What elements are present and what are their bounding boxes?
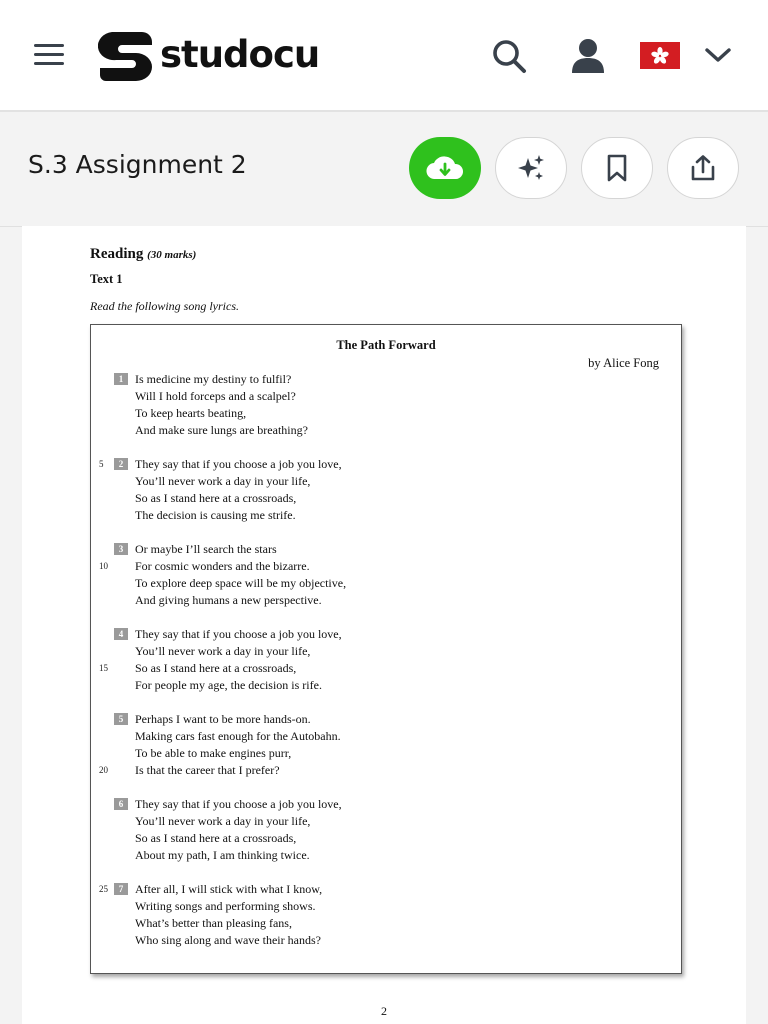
marks-label: (30 marks) bbox=[147, 249, 197, 261]
song-author: by Alice Fong bbox=[588, 356, 659, 370]
song-title: The Path Forward bbox=[336, 338, 436, 352]
share-button[interactable] bbox=[667, 137, 739, 199]
lyric-line: To be able to make engines purr, bbox=[135, 746, 292, 761]
studocu-logo-icon bbox=[98, 30, 154, 82]
verse bbox=[118, 881, 323, 949]
search-icon[interactable] bbox=[490, 37, 528, 75]
studocu-logo[interactable] bbox=[98, 30, 319, 82]
line-number: 20 bbox=[99, 765, 108, 776]
lyric-line: Writing songs and performing shows. bbox=[135, 899, 316, 914]
verse-number-badge: 5 bbox=[114, 713, 128, 725]
lyric-line: You’ll never work a day in your life, bbox=[135, 644, 311, 659]
lyric-line: So as I stand here at a crossroads, bbox=[135, 831, 297, 846]
lyric-line: Making cars fast enough for the Autobahn. bbox=[135, 729, 341, 744]
section-heading bbox=[90, 246, 196, 263]
verse bbox=[118, 796, 342, 864]
text-label: Text 1 bbox=[90, 272, 123, 286]
download-button[interactable] bbox=[409, 137, 481, 199]
line-number: 25 bbox=[99, 884, 108, 894]
section-heading-text: Reading bbox=[90, 246, 144, 262]
lyric-line: Will I hold forceps and a scalpel? bbox=[135, 389, 296, 404]
verse-number-badge: 4 bbox=[114, 628, 128, 640]
lyric-line: So as I stand here at a crossroads, bbox=[135, 491, 297, 506]
ai-assistant-button[interactable] bbox=[495, 137, 567, 199]
document-header bbox=[0, 114, 768, 227]
bookmark-button[interactable] bbox=[581, 137, 653, 199]
instruction: Read the following song lyrics. bbox=[90, 299, 239, 313]
lyric-line: You’ll never work a day in your life, bbox=[135, 474, 311, 489]
ai-sparkle-icon bbox=[515, 152, 547, 184]
line-number: 5 bbox=[99, 459, 104, 469]
verse-number-badge: 2 bbox=[114, 458, 128, 470]
lyric-line: About my path, I am thinking twice. bbox=[135, 848, 310, 863]
lyric-line: For cosmic wonders and the bizarre. bbox=[135, 559, 310, 574]
brand-name: studocu bbox=[160, 32, 320, 76]
lyric-line: To keep hearts beating, bbox=[135, 406, 247, 421]
verse-number-badge: 3 bbox=[114, 543, 128, 555]
lyric-line: And make sure lungs are breathing? bbox=[135, 423, 308, 438]
download-icon bbox=[425, 153, 465, 183]
lyric-line: Is that the career that I prefer? bbox=[135, 763, 280, 778]
lyric-line: They say that if you choose a job you love, bbox=[135, 627, 342, 641]
menu-icon[interactable] bbox=[32, 40, 68, 70]
lyric-line: To explore deep space will be my objective, bbox=[135, 576, 347, 591]
verse bbox=[118, 626, 342, 694]
lyric-line: Perhaps I want to be more hands-on. bbox=[135, 712, 311, 726]
share-icon bbox=[688, 153, 718, 183]
verse bbox=[118, 456, 342, 524]
lyric-line: Is medicine my destiny to fulfil? bbox=[135, 372, 292, 386]
bauhinia-icon bbox=[650, 46, 670, 66]
verse-number-badge: 6 bbox=[114, 798, 128, 810]
document-page bbox=[22, 226, 746, 1024]
lyric-line: The decision is causing me strife. bbox=[135, 508, 296, 523]
user-icon[interactable] bbox=[570, 38, 606, 74]
lyric-line: After all, I will stick with what I know, bbox=[135, 882, 323, 896]
lyric-line: What’s better than pleasing fans, bbox=[135, 916, 292, 931]
document-title: S.3 Assignment 2 bbox=[28, 150, 247, 179]
lyric-line: They say that if you choose a job you love, bbox=[135, 457, 342, 471]
lyric-line: Who sing along and wave their hands? bbox=[135, 933, 321, 948]
chevron-down-icon[interactable] bbox=[703, 44, 733, 66]
lyric-line: For people my age, the decision is rife. bbox=[135, 678, 322, 693]
verse-number-badge: 7 bbox=[114, 883, 128, 895]
verse bbox=[118, 711, 341, 779]
lyric-line: So as I stand here at a crossroads, bbox=[135, 661, 297, 676]
line-number: 10 bbox=[99, 561, 108, 572]
verse bbox=[118, 541, 347, 609]
line-number: 15 bbox=[99, 663, 108, 674]
verse-number-badge: 1 bbox=[114, 373, 128, 385]
bookmark-icon bbox=[604, 153, 630, 183]
verse bbox=[118, 371, 308, 439]
page-number: 2 bbox=[381, 1004, 387, 1018]
top-navigation-bar bbox=[0, 0, 768, 112]
lyric-line: They say that if you choose a job you love, bbox=[135, 797, 342, 811]
lyrics-box bbox=[90, 324, 682, 974]
hong-kong-flag-icon[interactable] bbox=[640, 42, 680, 69]
lyric-line: You’ll never work a day in your life, bbox=[135, 814, 311, 829]
lyric-line: Or maybe I’ll search the stars bbox=[135, 542, 277, 556]
lyric-line: And giving humans a new perspective. bbox=[135, 593, 322, 608]
